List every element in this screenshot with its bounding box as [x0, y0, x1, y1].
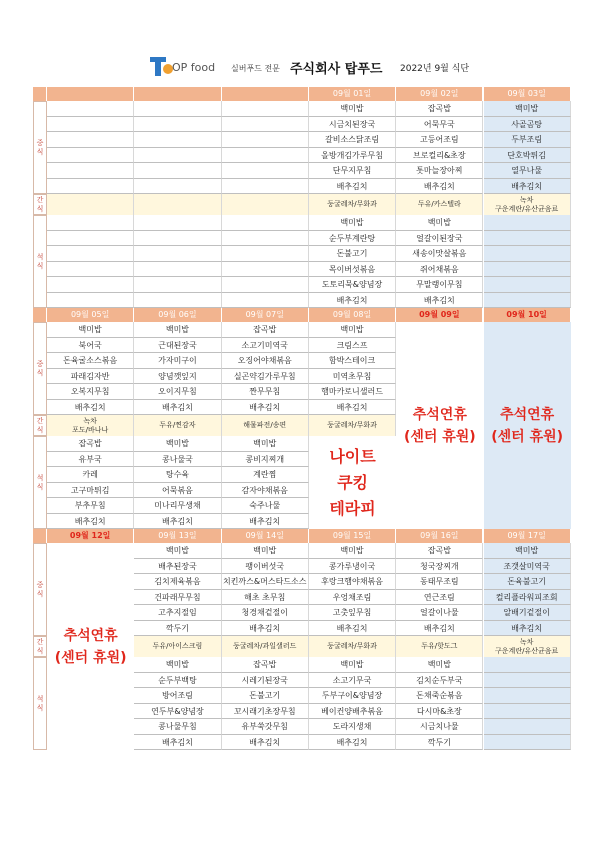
dinner-item: 배추김치: [222, 735, 309, 751]
dinner-item: 콩나물국: [134, 452, 221, 468]
dinner-item: 꼬시래기초장무침: [222, 704, 309, 720]
dinner-item: 얼갈이된장국: [396, 231, 483, 247]
lunch-item: 건파래무무침: [134, 590, 221, 606]
dinner-item: 잡곡밥: [47, 436, 134, 452]
lunch-item: [222, 179, 309, 195]
lunch-item: 열무나물: [484, 163, 571, 179]
dinner-label-char: 식: [36, 261, 44, 270]
dinner-item: 돈채죽순볶음: [396, 688, 483, 704]
snack-label-char: 식: [36, 204, 44, 213]
week-header-bar: [33, 308, 47, 322]
lunch-label: [33, 322, 47, 415]
dinner-item: 베이컨양배추볶음: [309, 704, 396, 720]
date-header: [134, 87, 221, 101]
snack-label: [33, 636, 47, 657]
dinner-item: 소고기무국: [309, 673, 396, 689]
snack-label-char: 간: [36, 416, 44, 425]
snack-item: 둥굴레차/무화과: [309, 636, 396, 657]
dinner-item: 순두부계란탕: [309, 231, 396, 247]
lunch-item: 알배기겉절이: [484, 605, 571, 621]
dinner-item: 방어조림: [134, 688, 221, 704]
date-header: [222, 87, 309, 101]
dinner-item: 미나리무생채: [134, 498, 221, 514]
lunch-item: [47, 163, 134, 179]
dinner-item: 돈불고기: [309, 246, 396, 262]
dinner-item: [47, 277, 134, 293]
lunch-item: 동태무조림: [396, 574, 483, 590]
lunch-item: 톳마늘장아찌: [396, 163, 483, 179]
lunch-item: 청경채겉절이: [222, 605, 309, 621]
lunch-item: [47, 117, 134, 133]
dinner-item: 배추김치: [396, 293, 483, 309]
lunch-item: 잡곡밥: [396, 543, 483, 559]
lunch-item: [222, 101, 309, 117]
lunch-item: [47, 132, 134, 148]
lunch-label: [33, 101, 47, 194]
lunch-item: 짠무무침: [222, 384, 309, 400]
snack-label: [33, 415, 47, 436]
dinner-item: 도라지생채: [309, 719, 396, 735]
lunch-item: 고추지절임: [134, 605, 221, 621]
dinner-label: [33, 657, 47, 750]
dinner-label-char: 석: [36, 252, 44, 261]
header-subtitle: 실버푸드 전문: [231, 64, 280, 73]
dinner-item: [484, 277, 571, 293]
dinner-item: [222, 215, 309, 231]
lunch-item: [222, 132, 309, 148]
dinner-item: [484, 293, 571, 309]
date-header: 09월 05일: [47, 308, 134, 322]
snack-item: 녹차 구운계란/유산균음료: [484, 636, 571, 657]
dinner-item: 계란찜: [222, 467, 309, 483]
lunch-item: 양념깻잎지: [134, 369, 221, 385]
dinner-item: [134, 231, 221, 247]
dinner-label-char: 석: [36, 473, 44, 482]
night-text: 쿠킹: [337, 472, 368, 492]
snack-item: 두유/카스텔라: [396, 194, 483, 215]
lunch-item: [222, 117, 309, 133]
lunch-item: 소고기미역국: [222, 338, 309, 354]
lunch-item: 시금치된장국: [309, 117, 396, 133]
lunch-item: 가자미구이: [134, 353, 221, 369]
lunch-item: 돈육굴소스볶음: [47, 353, 134, 369]
dinner-item: 무말랭이무침: [396, 277, 483, 293]
lunch-item: 함박스테이크: [309, 353, 396, 369]
date-header: [47, 87, 134, 101]
snack-item: [47, 194, 134, 215]
snack-label-char: 간: [36, 637, 44, 646]
lunch-item: 청국장찌개: [396, 559, 483, 575]
date-header: 09월 12일: [47, 529, 134, 543]
dinner-item: [484, 719, 571, 735]
dinner-item: 고구마튀김: [47, 483, 134, 499]
dinner-item: [47, 215, 134, 231]
dinner-item: [222, 262, 309, 278]
lunch-item: 배추김치: [222, 400, 309, 416]
lunch-item: [134, 101, 221, 117]
lunch-item: 크림스프: [309, 338, 396, 354]
lunch-item: 파래김자반: [47, 369, 134, 385]
lunch-item: 백미밥: [134, 322, 221, 338]
snack-item: 두유/아이스크림: [134, 636, 221, 657]
logo-text: OP food: [172, 61, 216, 74]
dinner-item: 배추김치: [309, 293, 396, 309]
date-header: 09월 13일: [134, 529, 221, 543]
lunch-item: 김치제육볶음: [134, 574, 221, 590]
lunch-item: 미역초무침: [309, 369, 396, 385]
lunch-item: 배추김치: [309, 179, 396, 195]
lunch-item: 백미밥: [134, 543, 221, 559]
dinner-item: [134, 215, 221, 231]
lunch-item: 깍두기: [134, 621, 221, 637]
date-header: 09월 08일: [309, 308, 396, 322]
dinner-item: 감자야채볶음: [222, 483, 309, 499]
lunch-item: 해초 초무침: [222, 590, 309, 606]
dinner-item: [222, 231, 309, 247]
holiday-text: 추석연휴: [500, 406, 555, 423]
lunch-item: [134, 117, 221, 133]
dinner-item: [47, 293, 134, 309]
dinner-item: 목이버섯볶음: [309, 262, 396, 278]
dinner-item: 배추김치: [222, 514, 309, 530]
lunch-item: 오복지무침: [47, 384, 134, 400]
dinner-item: 콩비지찌개: [222, 452, 309, 468]
dinner-item: [484, 215, 571, 231]
lunch-label-char: 중: [36, 580, 44, 589]
dinner-item: 배추김치: [134, 735, 221, 751]
dinner-item: 카레: [47, 467, 134, 483]
lunch-item: 배추김치: [47, 400, 134, 416]
dinner-item: 숙주나물: [222, 498, 309, 514]
dinner-item: 쥐어채볶음: [396, 262, 483, 278]
dinner-item: 백미밥: [396, 657, 483, 673]
dinner-item: 어묵볶음: [134, 483, 221, 499]
lunch-label: [33, 543, 47, 636]
dinner-item: 유부국: [47, 452, 134, 468]
date-header: 09월 17일: [484, 529, 571, 543]
date-header: 09월 03일: [484, 87, 571, 101]
dinner-item: 깍두기: [396, 735, 483, 751]
dinner-label-char: 식: [36, 482, 44, 491]
lunch-item: 갈비소스닭조림: [309, 132, 396, 148]
lunch-item: 브로컬리&초장: [396, 148, 483, 164]
snack-item: 녹차 구운계란/유산균음료: [484, 194, 571, 215]
night-cooking-notice: [309, 436, 396, 529]
holiday-text: (센터 휴원): [491, 428, 564, 445]
week-header-bar: [33, 87, 47, 101]
lunch-item: 백미밥: [484, 543, 571, 559]
date-header: 09월 15일: [309, 529, 396, 543]
page-title: 주식회사 탑푸드: [290, 62, 383, 77]
lunch-item: 배추김치: [309, 621, 396, 637]
dinner-label-char: 석: [36, 694, 44, 703]
page-header: [0, 52, 595, 82]
lunch-item: 배추김치: [484, 621, 571, 637]
lunch-item: 올방개김가루무침: [309, 148, 396, 164]
dinner-item: [222, 246, 309, 262]
lunch-item: 우엉채조림: [309, 590, 396, 606]
lunch-item: 백미밥: [309, 101, 396, 117]
snack-label: [33, 194, 47, 215]
dinner-item: 김치순두부국: [396, 673, 483, 689]
date-header: 09월 16일: [396, 529, 483, 543]
dinner-item: [484, 246, 571, 262]
snack-item: [134, 194, 221, 215]
dinner-item: [47, 262, 134, 278]
lunch-item: 북어국: [47, 338, 134, 354]
date-header: 09월 10일: [484, 308, 571, 322]
lunch-item: [47, 101, 134, 117]
dinner-item: [134, 293, 221, 309]
lunch-label-char: 중: [36, 359, 44, 368]
lunch-item: [134, 132, 221, 148]
dinner-item: [484, 704, 571, 720]
lunch-item: 돈육불고기: [484, 574, 571, 590]
dinner-item: [47, 231, 134, 247]
snack-item: 녹차 포도/바나나: [47, 415, 134, 436]
lunch-item: 어묵무국: [396, 117, 483, 133]
lunch-item: [222, 163, 309, 179]
lunch-item: 실곤약김가루무침: [222, 369, 309, 385]
lunch-item: 후랑크햄야채볶음: [309, 574, 396, 590]
lunch-item: 치킨까스&머스타드소스: [222, 574, 309, 590]
lunch-item: 연근조림: [396, 590, 483, 606]
dinner-item: 부추무침: [47, 498, 134, 514]
snack-item: 둥굴레차/과일샐러드: [222, 636, 309, 657]
dinner-item: 잡곡밥: [222, 657, 309, 673]
lunch-item: 백미밥: [47, 322, 134, 338]
snack-item: 둥굴레차/무화과: [309, 415, 396, 436]
lunch-item: 배추김치: [134, 400, 221, 416]
night-text: 나이트: [329, 446, 376, 466]
dinner-item: 연두부&양념장: [134, 704, 221, 720]
dinner-item: [484, 735, 571, 751]
dinner-label: [33, 215, 47, 308]
dinner-item: 시레기된장국: [222, 673, 309, 689]
lunch-item: [134, 179, 221, 195]
dinner-item: 배추김치: [47, 514, 134, 530]
lunch-item: 조갯살미역국: [484, 559, 571, 575]
date-header: 09월 07일: [222, 308, 309, 322]
snack-item: [222, 194, 309, 215]
dinner-item: 백미밥: [309, 215, 396, 231]
lunch-item: 오이지무침: [134, 384, 221, 400]
lunch-item: 오징어야채볶음: [222, 353, 309, 369]
lunch-item: 팽이버섯국: [222, 559, 309, 575]
dinner-item: 배추김치: [134, 514, 221, 530]
snack-item: 둥굴레차/무화과: [309, 194, 396, 215]
lunch-item: 배추김치: [309, 400, 396, 416]
dinner-item: 새송이맛살볶음: [396, 246, 483, 262]
lunch-item: 사골곰탕: [484, 117, 571, 133]
dinner-item: 다시마&초장: [396, 704, 483, 720]
lunch-item: 두부조림: [484, 132, 571, 148]
dinner-item: [222, 277, 309, 293]
holiday-notice: [47, 543, 134, 750]
snack-item: 두유/찐감자: [134, 415, 221, 436]
lunch-item: 배추된장국: [134, 559, 221, 575]
dinner-item: [134, 262, 221, 278]
lunch-item: 고춧잎무침: [309, 605, 396, 621]
lunch-item: 잡곡밥: [396, 101, 483, 117]
holiday-text: (센터 휴원): [403, 428, 476, 445]
lunch-item: [134, 148, 221, 164]
holiday-text: 추석연휴: [412, 406, 467, 423]
dinner-label-char: 식: [36, 703, 44, 712]
dinner-item: [484, 657, 571, 673]
dinner-item: 도토리묵&양념장: [309, 277, 396, 293]
lunch-item: 단무지무침: [309, 163, 396, 179]
night-text: 테라피: [329, 498, 376, 518]
snack-label-char: 간: [36, 195, 44, 204]
dinner-item: 시금치나물: [396, 719, 483, 735]
lunch-item: 잡곡밥: [222, 322, 309, 338]
lunch-item: 배추김치: [222, 621, 309, 637]
dinner-item: 탕수육: [134, 467, 221, 483]
menu-table: [33, 87, 571, 747]
menu-month: 2022년 9월 식단: [400, 64, 470, 74]
lunch-item: 배추김치: [396, 621, 483, 637]
date-header: 09월 01일: [309, 87, 396, 101]
snack-item: 두유/핫도그: [396, 636, 483, 657]
lunch-item: 고등어조림: [396, 132, 483, 148]
dinner-item: 백미밥: [134, 436, 221, 452]
topfood-logo: [150, 54, 216, 78]
lunch-item: [222, 148, 309, 164]
dinner-item: 백미밥: [134, 657, 221, 673]
lunch-item: 백미밥: [222, 543, 309, 559]
lunch-item: 근대된장국: [134, 338, 221, 354]
dinner-item: 백미밥: [396, 215, 483, 231]
dinner-item: 백미밥: [222, 436, 309, 452]
lunch-label-char: 식: [36, 589, 44, 598]
holiday-notice: [484, 322, 571, 529]
lunch-item: 백미밥: [484, 101, 571, 117]
holiday-text: (센터 휴원): [54, 649, 127, 666]
lunch-item: 단호박튀김: [484, 148, 571, 164]
lunch-item: 배추김치: [396, 179, 483, 195]
date-header: 09월 14일: [222, 529, 309, 543]
lunch-label-char: 식: [36, 147, 44, 156]
lunch-item: [47, 179, 134, 195]
dinner-item: 순두부백탕: [134, 673, 221, 689]
lunch-label-char: 중: [36, 138, 44, 147]
date-header: 09월 09일: [396, 308, 483, 322]
dinner-item: 콩나물무침: [134, 719, 221, 735]
date-header: 09월 02일: [396, 87, 483, 101]
dinner-item: 두부구이&양념장: [309, 688, 396, 704]
dinner-item: 유부쑥갓무침: [222, 719, 309, 735]
snack-label-char: 식: [36, 646, 44, 655]
dinner-item: 돈불고기: [222, 688, 309, 704]
snack-label-char: 식: [36, 425, 44, 434]
week-header-bar: [33, 529, 47, 543]
dinner-item: [484, 231, 571, 247]
lunch-item: 배추김치: [484, 179, 571, 195]
dinner-item: [134, 277, 221, 293]
lunch-item: 햄마카로니샐러드: [309, 384, 396, 400]
lunch-item: 백미밥: [309, 543, 396, 559]
lunch-item: 얼갈이나물: [396, 605, 483, 621]
date-header: 09월 06일: [134, 308, 221, 322]
dinner-item: 배추김치: [309, 735, 396, 751]
dinner-item: 백미밥: [309, 657, 396, 673]
dinner-item: [222, 293, 309, 309]
lunch-item: 콩가루냉이국: [309, 559, 396, 575]
lunch-label-char: 식: [36, 368, 44, 377]
dinner-item: [47, 246, 134, 262]
snack-item: 해물파전/송편: [222, 415, 309, 436]
dinner-label: [33, 436, 47, 529]
dinner-item: [484, 262, 571, 278]
lunch-item: 백미밥: [309, 322, 396, 338]
lunch-item: 컬리플라워피조회: [484, 590, 571, 606]
dinner-item: [484, 688, 571, 704]
dinner-item: [134, 246, 221, 262]
dinner-item: [484, 673, 571, 689]
lunch-item: [47, 148, 134, 164]
holiday-text: 추석연휴: [63, 627, 118, 644]
holiday-notice: [396, 322, 483, 529]
lunch-item: [134, 163, 221, 179]
